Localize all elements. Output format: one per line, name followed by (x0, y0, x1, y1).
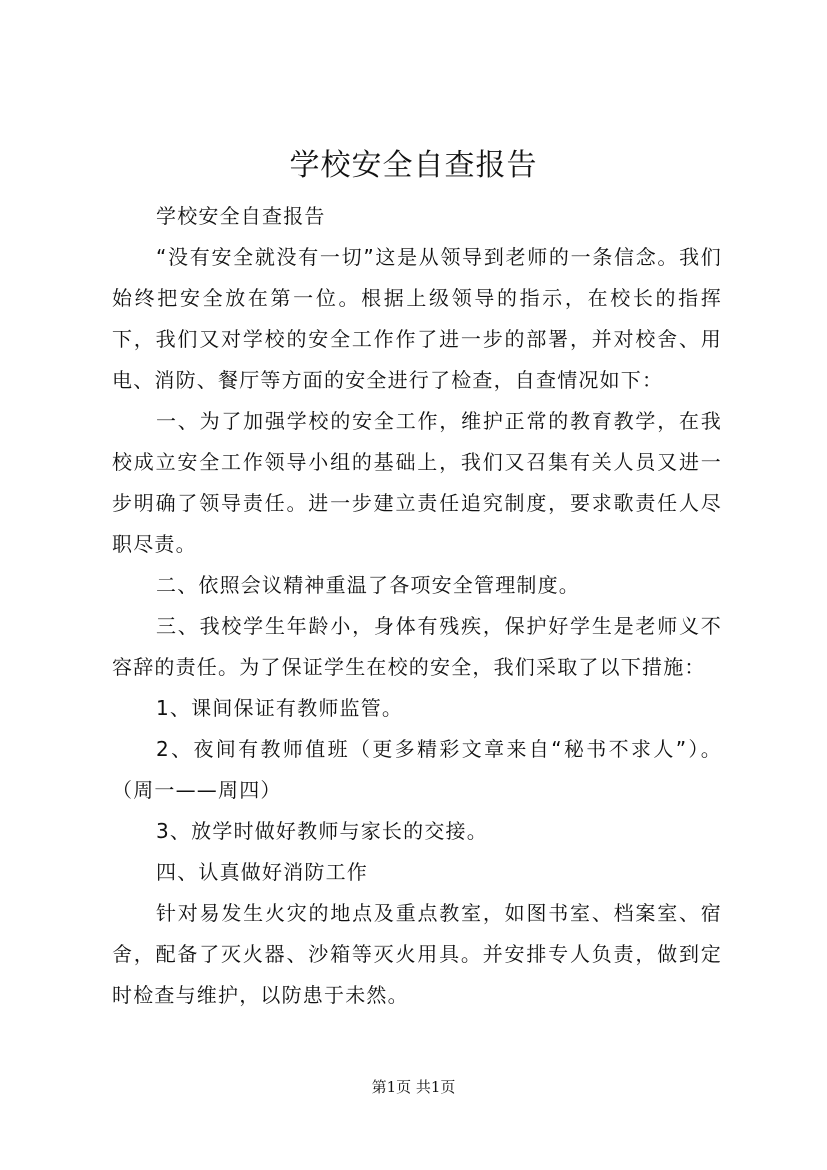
paragraph-subtitle: 学校安全自查报告 (156, 204, 326, 228)
document-title: 学校安全自查报告 (289, 148, 538, 183)
paragraph-intro: “没有安全就没有一切”这是从领导到老师的一条信念。我们始终把安全放在第一位。根据上级领导的指示，在校长的指挥下，我们又对学校的安全工作作了进一步的部署，并对校舍、用电、消防、餐厅等方面的安全进行了检查，自查情况如下： (112, 245, 722, 392)
document-body (112, 196, 722, 1016)
paragraph-section-one: 一、为了加强学校的安全工作，维护正常的教育教学，在我校成立安全工作领导小组的基础上，我们又召集有关人员又进一步明确了领导责任。进一步建立责任追究制度，要求歌责任人尽职尽责。 (112, 409, 722, 556)
page-footer: 第1页 共1页 (371, 1078, 456, 1096)
paragraph-fire-safety: 针对易发生火灾的地点及重点教室，如图书室、档案室、宿舍，配备了灭火器、沙箱等灭火用具。并安排专人负责，做到定时检查与维护，以防患于未然。 (112, 901, 722, 1007)
paragraph-section-four: 四、认真做好消防工作 (156, 860, 368, 884)
paragraph-measure-2: 2、夜间有教师值班（更多精彩文章来自“秘书不求人”）。（周一——周四） (112, 737, 722, 802)
paragraph-section-three: 三、我校学生年龄小，身体有残疾，保护好学生是老师义不容辞的责任。为了保证学生在校的安全，我们采取了以下措施： (112, 614, 722, 679)
paragraph-measure-1: 1、课间保证有教师监管。 (156, 696, 404, 720)
paragraph-measure-3: 3、放学时做好教师与家长的交接。 (156, 819, 488, 843)
paragraph-section-two: 二、依照会议精神重温了各项安全管理制度。 (156, 573, 580, 597)
